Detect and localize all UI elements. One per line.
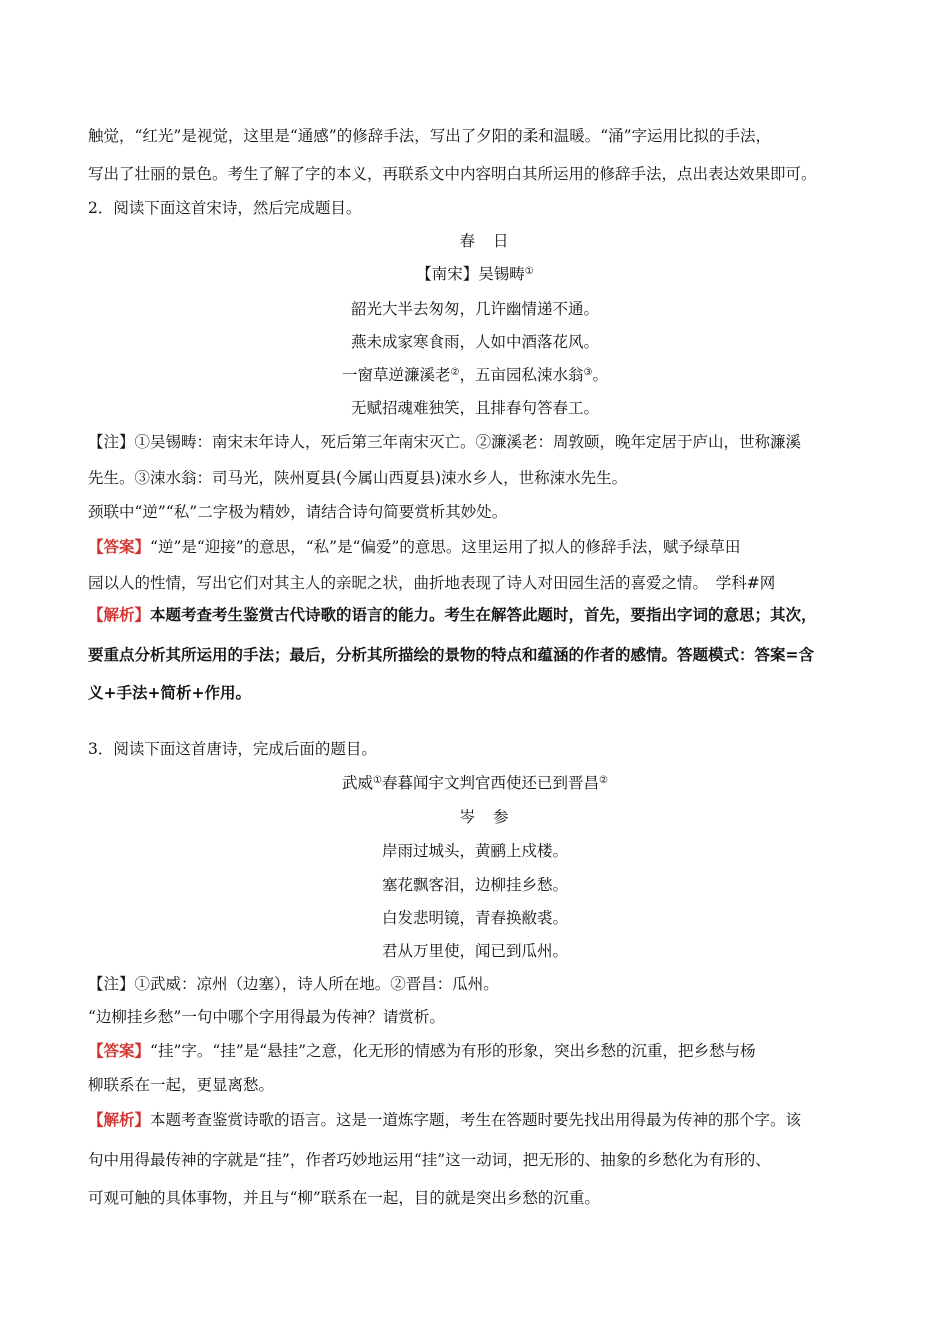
poem-segment: ，五亩园私涑水翁 [459,366,584,384]
footnote-marker: ② [450,367,460,378]
answer-line: 柳联系在一起，更显离愁。 [88,1076,275,1094]
poem-line [0,364,950,386]
analysis-line: 义+手法+简析+作用。 [88,683,251,702]
poem-line: 无赋招魂难独笑，且排春句答春工。 [350,399,599,417]
analysis-line: 要重点分析其所运用的手法；最后，分析其所描绘的景物的特点和蕴涵的作者的感情。答题模式：答案=含 [88,645,814,664]
analysis-line: 句中用得最传神的字就是“挂”，作者巧妙地运用“挂”这一动词，把无形的、抽象的乡愁化为有形的、 [88,1151,771,1169]
footnote-marker: ③ [583,367,593,378]
poem-segment: 。 [592,366,608,384]
poem-title [0,772,950,794]
poem-line: 君从万里使，闻已到瓜州。 [381,942,568,960]
poem-line: 韶光大半去匆匆，几许幽情递不通。 [350,300,599,318]
analysis-tag: 【解析】 [88,605,151,624]
analysis-tag: 【解析】 [88,1110,151,1129]
footnote-marker: ② [599,775,608,786]
poem-line: 塞花飘客泪，边柳挂乡愁。 [381,876,568,894]
note-line: 【注】①吴锡畴：南宋末年诗人，死后第三年南宋灭亡。②濂溪老：周敦颐，晚年定居于庐山，世称濂溪 [88,433,802,451]
question-text: “边柳挂乡愁”一句中哪个字用得最为传神？请赏析。 [88,1008,445,1026]
analysis-line [88,1109,868,1131]
poem-author: 岑参 [459,808,527,826]
poem-author [0,263,950,285]
poem-line: 燕未成家寒食雨，人如中酒落花风。 [350,333,599,351]
answer-text: “逆”是“迎接”的意思，“私”是“偏爱”的意思。这里运用了拟人的修辞手法，赋予绿草田 [150,538,741,556]
note-line: 【注】①武威：凉州（边塞），诗人所在地。②晋昌：瓜州。 [88,975,499,993]
poem-line: 岸雨过城头，黄鹂上戍楼。 [381,842,568,860]
analysis-text: 本题考查考生鉴赏古代诗歌的语言的能力。考生在解答此题时，首先，要指出字词的意思；其次， [150,605,817,624]
footnote-marker: ① [373,775,382,786]
title-segment: 春暮闻宇文判官西使还已到晋昌 [382,774,600,792]
answer-line [88,1040,868,1062]
question-2-prompt: 2．阅读下面这首宋诗，然后完成题目。 [88,199,362,217]
answer-line: 园以人的性情，写出它们对其主人的亲昵之状，曲折地表现了诗人对田园生活的喜爱之情。 学科#网 [88,574,776,592]
answer-line [88,536,868,558]
title-segment: 武威 [342,774,374,792]
note-line: 先生。③涑水翁：司马光，陕州夏县(今属山西夏县)涑水乡人，世称涑水先生。 [88,469,628,487]
analysis-line [88,604,868,626]
author-text: 【南宋】吴锡畴 [416,265,525,283]
poem-line: 白发悲明镜，青春换敝裘。 [381,909,568,927]
analysis-line: 可观可触的具体事物，并且与“柳”联系在一起，目的就是突出乡愁的沉重。 [88,1189,600,1207]
poem-segment: 一窗草逆濂溪老 [342,366,451,384]
analysis-text: 本题考查鉴赏诗歌的语言。这是一道炼字题，考生在答题时要先找出用得最为传神的那个字。该 [150,1111,802,1129]
paragraph-line: 触觉，“红光”是视觉，这里是“通感”的修辞手法，写出了夕阳的柔和温暖。“涌”字运用比拟的手法， [88,127,772,145]
answer-tag: 【答案】 [88,1041,151,1060]
question-text: 颈联中“逆”“私”二字极为精妙，请结合诗句简要赏析其妙处。 [88,503,508,521]
question-3-prompt: 3．阅读下面这首唐诗，完成后面的题目。 [88,740,377,758]
poem-title: 春日 [459,232,527,250]
paragraph-line: 写出了壮丽的景色。考生了解了字的本义，再联系文中内容明白其所运用的修辞手法，点出表达效果即可。 [88,165,817,183]
answer-text: “挂”字。“挂”是“悬挂”之意，化无形的情感为有形的形象，突出乡愁的沉重，把乡愁与杨 [150,1042,756,1060]
answer-tag: 【答案】 [88,537,151,556]
footnote-marker: ① [524,266,534,277]
